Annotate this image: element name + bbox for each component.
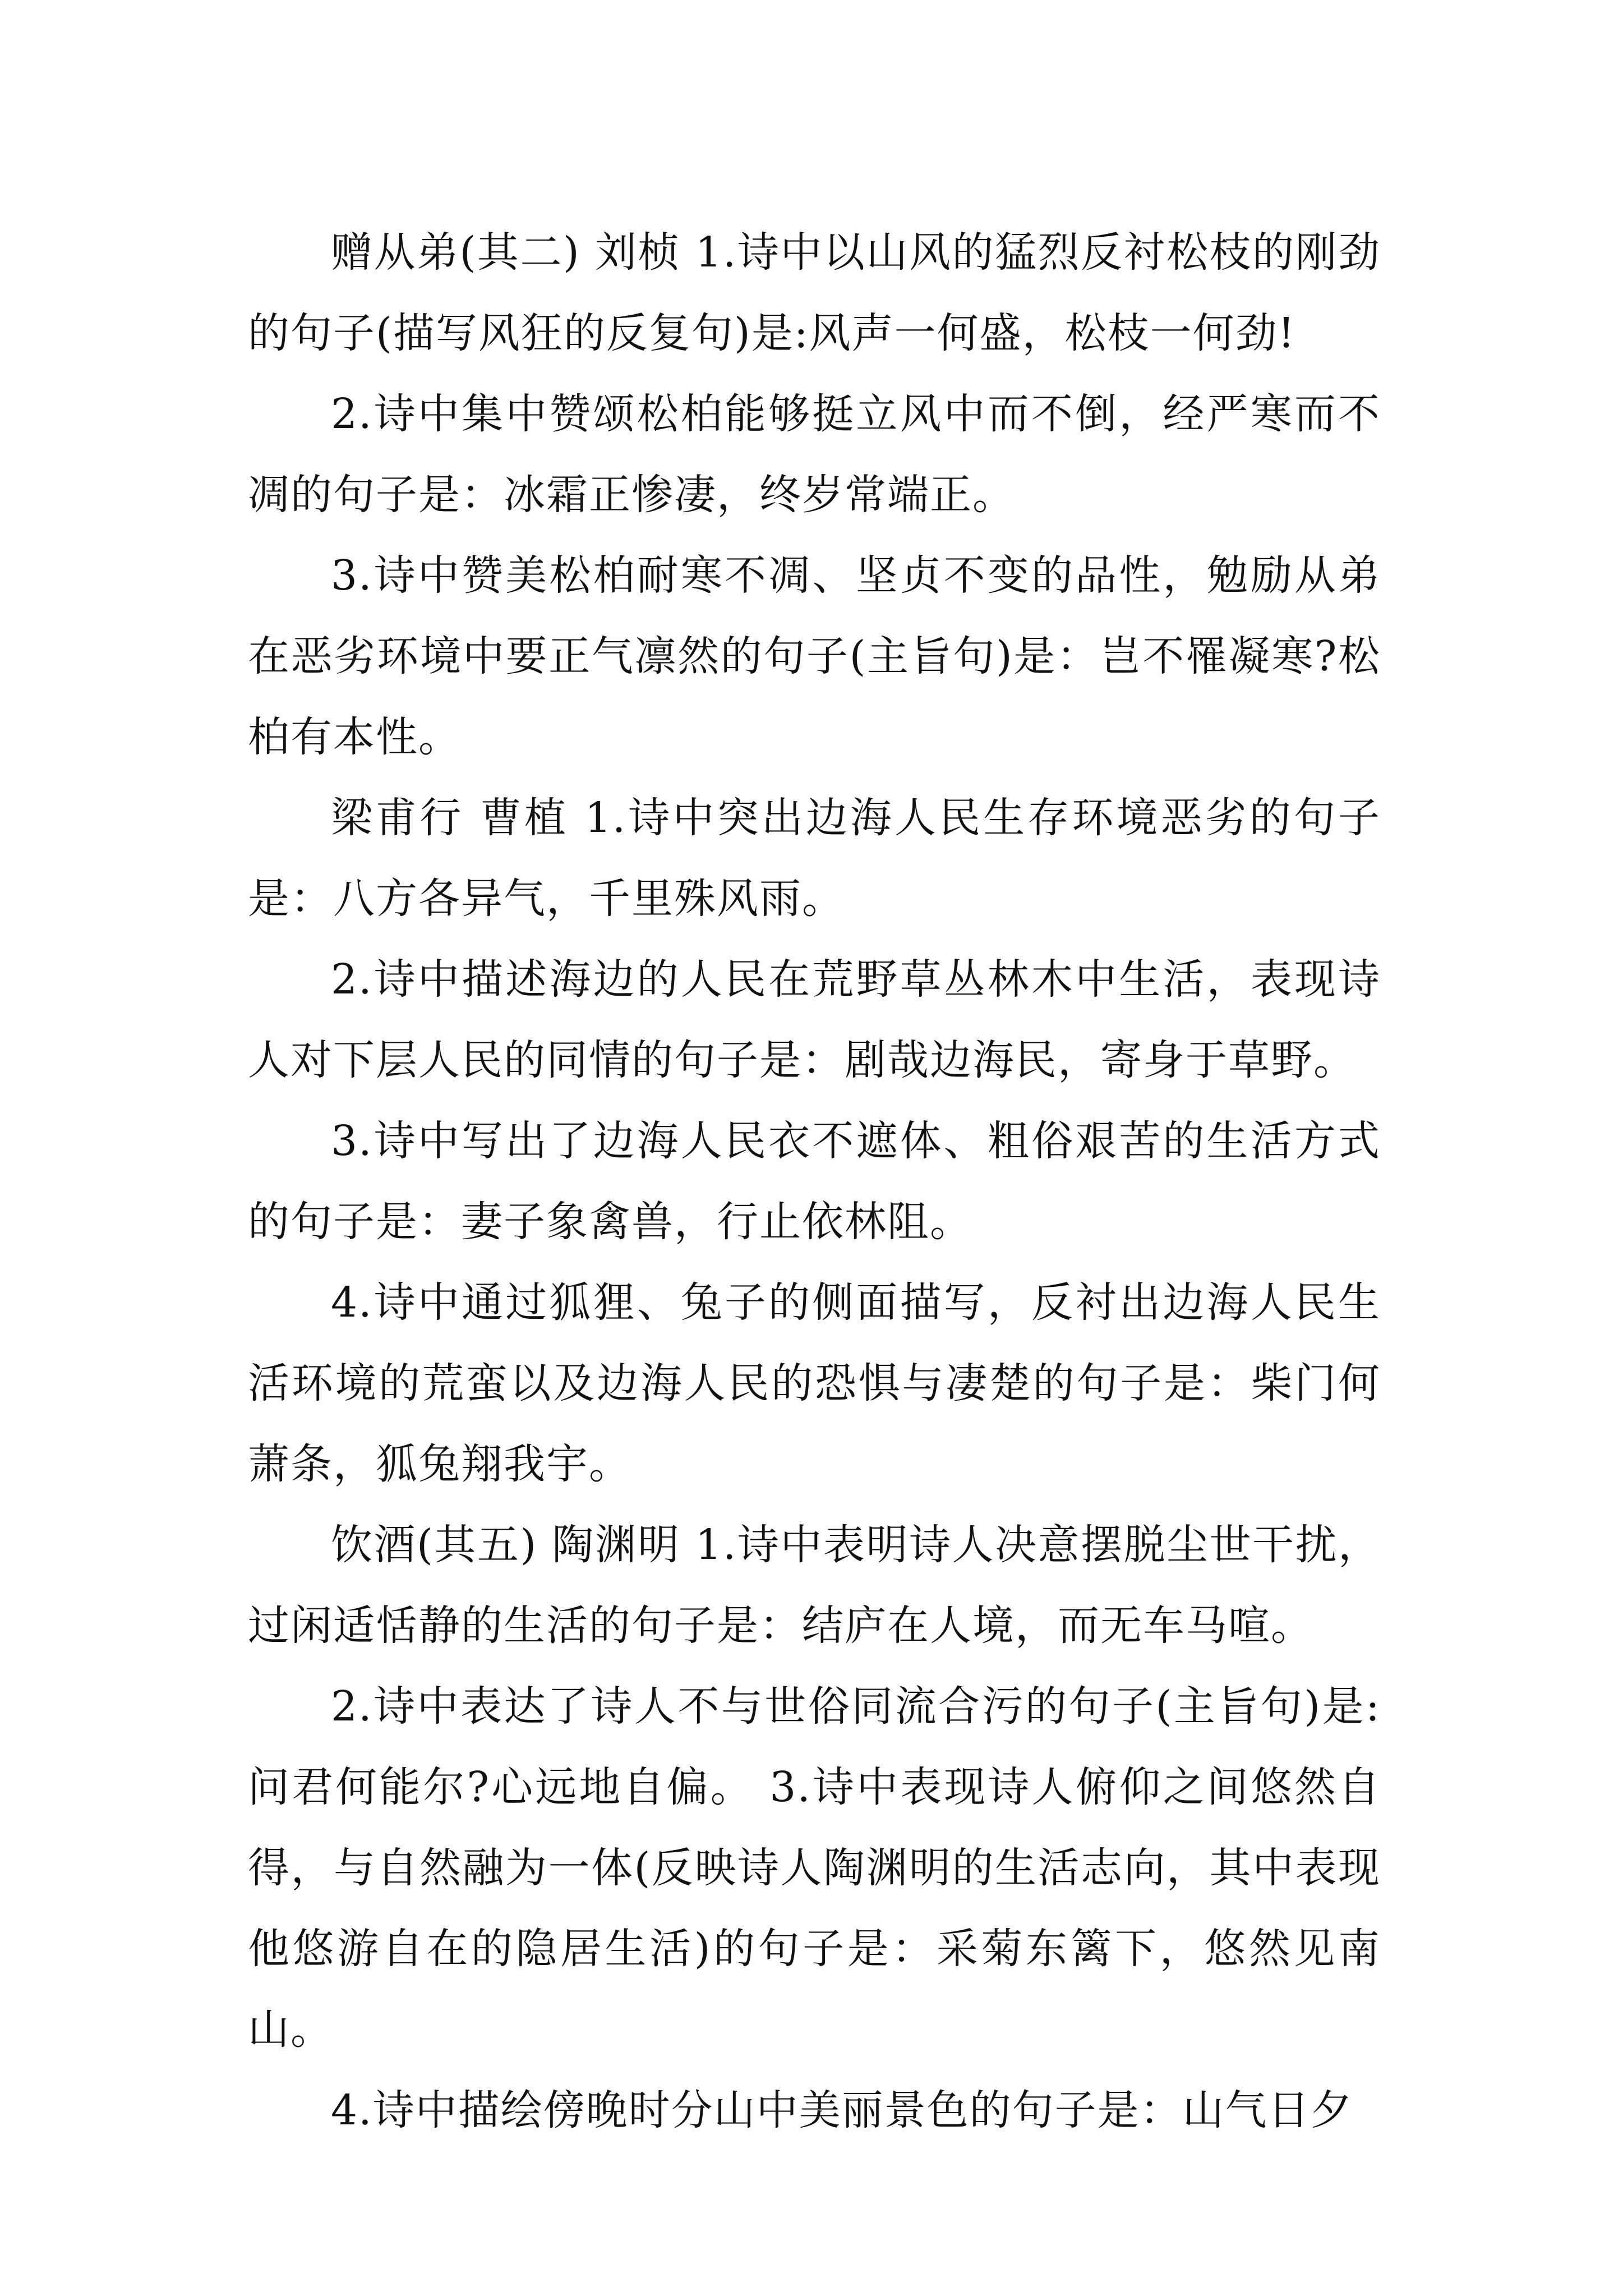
paragraph-yinjiu-2-3: 2.诗中表达了诗人不与世俗同流合污的句子(主旨句)是:问君何能尔?心远地自偏。 3.诗中表现诗人俯仰之间悠然自得，与自然融为一体(反映诗人陶渊明的生活志向，其中表现他悠游自在的隐居生活)的句子是：采菊东篱下，悠然见南山。 xyxy=(248,1682,1381,2054)
paragraph-zeng-congdi-1: 赠从弟(其二) 刘桢 1.诗中以山风的猛烈反衬松枝的刚劲的句子(描写风狂的反复句)是:风声一何盛，松枝一何劲! xyxy=(248,228,1381,357)
paragraph-liangfu-1: 梁甫行 曹植 1.诗中突出边海人民生存环境恶劣的句子是：八方各异气，千里殊风雨。 xyxy=(248,794,1381,923)
paragraph-liangfu-3: 3.诗中写出了边海人民衣不遮体、粗俗艰苦的生活方式的句子是：妻子象禽兽，行止依林阻。 xyxy=(248,1117,1381,1246)
paragraph-yinjiu-1: 饮酒(其五) 陶渊明 1.诗中表明诗人决意摆脱尘世干扰，过闲适恬静的生活的句子是：结庐在人境，而无车马喧。 xyxy=(248,1521,1381,1650)
paragraph-liangfu-2: 2.诗中描述海边的人民在荒野草丛林木中生活，表现诗人对下层人民的同情的句子是：剧哉边海民，寄身于草野。 xyxy=(248,955,1381,1084)
paragraph-zeng-congdi-2: 2.诗中集中赞颂松柏能够挺立风中而不倒，经严寒而不凋的句子是：冰霜正惨凄，终岁常端正。 xyxy=(248,390,1381,519)
document-body xyxy=(248,212,1381,2151)
paragraph-zeng-congdi-3: 3.诗中赞美松柏耐寒不凋、坚贞不变的品性，勉励从弟在恶劣环境中要正气凛然的句子(主旨句)是：岂不罹凝寒?松柏有本性。 xyxy=(248,551,1381,761)
paragraph-yinjiu-4: 4.诗中描绘傍晚时分山中美丽景色的句子是：山气日夕 xyxy=(331,2086,1353,2134)
paragraph-liangfu-4: 4.诗中通过狐狸、兔子的侧面描写，反衬出边海人民生活环境的荒蛮以及边海人民的恐惧与凄楚的句子是：柴门何萧条，狐兔翔我宇。 xyxy=(248,1278,1381,1488)
